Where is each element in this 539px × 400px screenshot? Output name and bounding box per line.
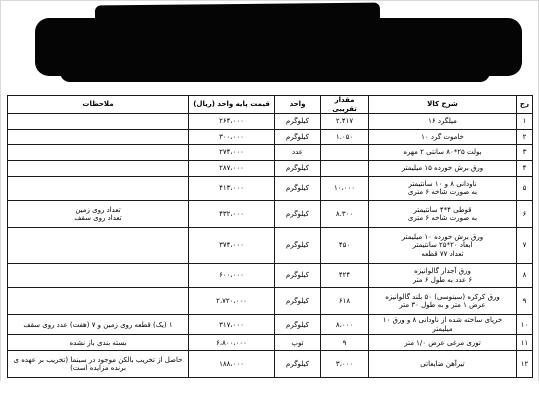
cell-quantity: ۴۵۰ (321, 228, 369, 264)
cell-row: ۳ (517, 145, 533, 161)
header-unit: واحد (275, 96, 321, 114)
cell-quantity: ۱.۰۵۰ (321, 129, 369, 145)
cell-row: ۲ (517, 129, 533, 145)
table-row (8, 288, 533, 315)
cell-price: ۲۷۴،۰۰۰ (189, 145, 275, 161)
auction-items-table (7, 95, 533, 378)
cell-row: ۱۲ (517, 351, 533, 378)
cell-row: ۶ (517, 201, 533, 228)
cell-price: ۴۱۳،۰۰۰ (189, 176, 275, 201)
cell-description: تیرآهن ضایعاتی (369, 351, 517, 378)
cell-unit: کیلوگرم (275, 201, 321, 228)
header-row-number: رج (517, 96, 533, 114)
cell-unit: کیلوگرم (275, 228, 321, 264)
table-row (8, 351, 533, 378)
table-row (8, 145, 533, 161)
cell-row: ۴ (517, 160, 533, 176)
table-row (8, 129, 533, 145)
cell-description: خاموت گرد ۱۰ (369, 129, 517, 145)
cell-notes: بسته بندی باز نشده (8, 335, 189, 351)
cell-row: ۱۰ (517, 315, 533, 335)
table-body (8, 114, 533, 378)
cell-notes (8, 228, 189, 264)
cell-quantity: ۳،۰۰۰ (321, 351, 369, 378)
cell-notes: ۱ (یک) قطعه روی زمین و ۷ (هفت) عدد روی سقف (8, 315, 189, 335)
cell-price: ۲۶۴،۰۰۰ (189, 114, 275, 130)
cell-description: بولت ۲۵*۸۰ سانتی ۲ مهره (369, 145, 517, 161)
cell-unit: توپ (275, 335, 321, 351)
header-quantity: مقدار تقریبی (321, 96, 369, 114)
cell-price: ۳۱۷،۰۰۰ (189, 315, 275, 335)
cell-quantity: ۴۲۴ (321, 263, 369, 288)
cell-description: ورق برش خورده ۱۵ میلیمتر (369, 160, 517, 176)
cell-unit: کیلوگرم (275, 129, 321, 145)
cell-description: ورق کرکره (سینوسی) ۵۰ بلند گالوانیزه عرض ۱ متر و به طول ۳۰ متر (369, 288, 517, 315)
cell-notes (8, 114, 189, 130)
cell-quantity (321, 160, 369, 176)
cell-description: میلگرد ۱۶ (369, 114, 517, 130)
cell-notes (8, 176, 189, 201)
table-row (8, 315, 533, 335)
cell-notes: حاصل از تخریب بالکن موجود در سینما (تخریب بر عهده ی برنده مزایده است) (8, 351, 189, 378)
cell-unit: کیلوگرم (275, 315, 321, 335)
cell-notes: تعداد روی زمین تعداد روی سقف (8, 201, 189, 228)
cell-description: قوطی ۴*۴ سانتیمتر به صورت شاخه ۶ متری (369, 201, 517, 228)
cell-price: ۳۰۰،۰۰۰ (189, 129, 275, 145)
header-notes: ملاحظات (8, 96, 189, 114)
cell-row: ۱ (517, 114, 533, 130)
cell-quantity (321, 145, 369, 161)
cell-row: ۵ (517, 176, 533, 201)
cell-quantity: ۹ (321, 335, 369, 351)
cell-description: ناودانی ۸ و ۱۰ سانتیمتر به صورت شاخه ۶ متری (369, 176, 517, 201)
cell-row: ۷ (517, 228, 533, 264)
cell-price: ۳۷۴،۰۰۰ (189, 228, 275, 264)
cell-unit: کیلوگرم (275, 160, 321, 176)
cell-unit: کیلوگرم (275, 351, 321, 378)
cell-notes (8, 263, 189, 288)
cell-quantity: ۲.۴۱۷ (321, 114, 369, 130)
page-bottom-margin (0, 381, 539, 400)
table-row (8, 201, 533, 228)
header-price: قیمت پایه واحد (ریال) (189, 96, 275, 114)
cell-quantity: ۸.۳۰۰ (321, 201, 369, 228)
table-row (8, 228, 533, 264)
cell-notes (8, 160, 189, 176)
header-description: شرح کالا (369, 96, 517, 114)
cell-notes (8, 129, 189, 145)
cell-unit: کیلوگرم (275, 114, 321, 130)
cell-unit: کیلوگرم (275, 288, 321, 315)
cell-price: ۴۳۲،۰۰۰ (189, 201, 275, 228)
cell-price: ۶۰۰،۰۰۰ (189, 263, 275, 288)
redacted-subtitle-block (60, 60, 490, 82)
table-row (8, 114, 533, 130)
cell-row: ۱۱ (517, 335, 533, 351)
cell-unit: کیلوگرم (275, 176, 321, 201)
table-row (8, 176, 533, 201)
cell-row: ۹ (517, 288, 533, 315)
table-row (8, 335, 533, 351)
cell-quantity: ۸،۰۰۰ (321, 315, 369, 335)
cell-unit: کیلوگرم (275, 263, 321, 288)
cell-description: توری مرغی عرض ۱/۰ متر (369, 335, 517, 351)
cell-description: خرپای ساخته شده از ناودانی ۸ و ورق ۱۰ میلیمتر (369, 315, 517, 335)
cell-unit: عدد (275, 145, 321, 161)
cell-description: ورق برش خورده ۱۰ میلیمتر ابعاد ۲۰*۲۵ سانتیمتر تعداد ۷۷ قطعه (369, 228, 517, 264)
table-row (8, 263, 533, 288)
table-header-row (8, 96, 533, 114)
cell-price: ۱۸۸،۰۰۰ (189, 351, 275, 378)
cell-quantity: ۶۱۸ (321, 288, 369, 315)
cell-row: ۸ (517, 263, 533, 288)
cell-quantity: ۱۰،۰۰۰ (321, 176, 369, 201)
cell-notes (8, 145, 189, 161)
cell-description: ورق آجدار گالوانیزه ۶ عدد به طول ۶ متر (369, 263, 517, 288)
cell-notes (8, 288, 189, 315)
cell-price: ۲،۷۲۰،۰۰۰ (189, 288, 275, 315)
redacted-title-block (95, 3, 380, 28)
cell-price: ۶،۸۰۰،۰۰۰ (189, 335, 275, 351)
cell-price: ۲۸۷،۰۰۰ (189, 160, 275, 176)
table-row (8, 160, 533, 176)
